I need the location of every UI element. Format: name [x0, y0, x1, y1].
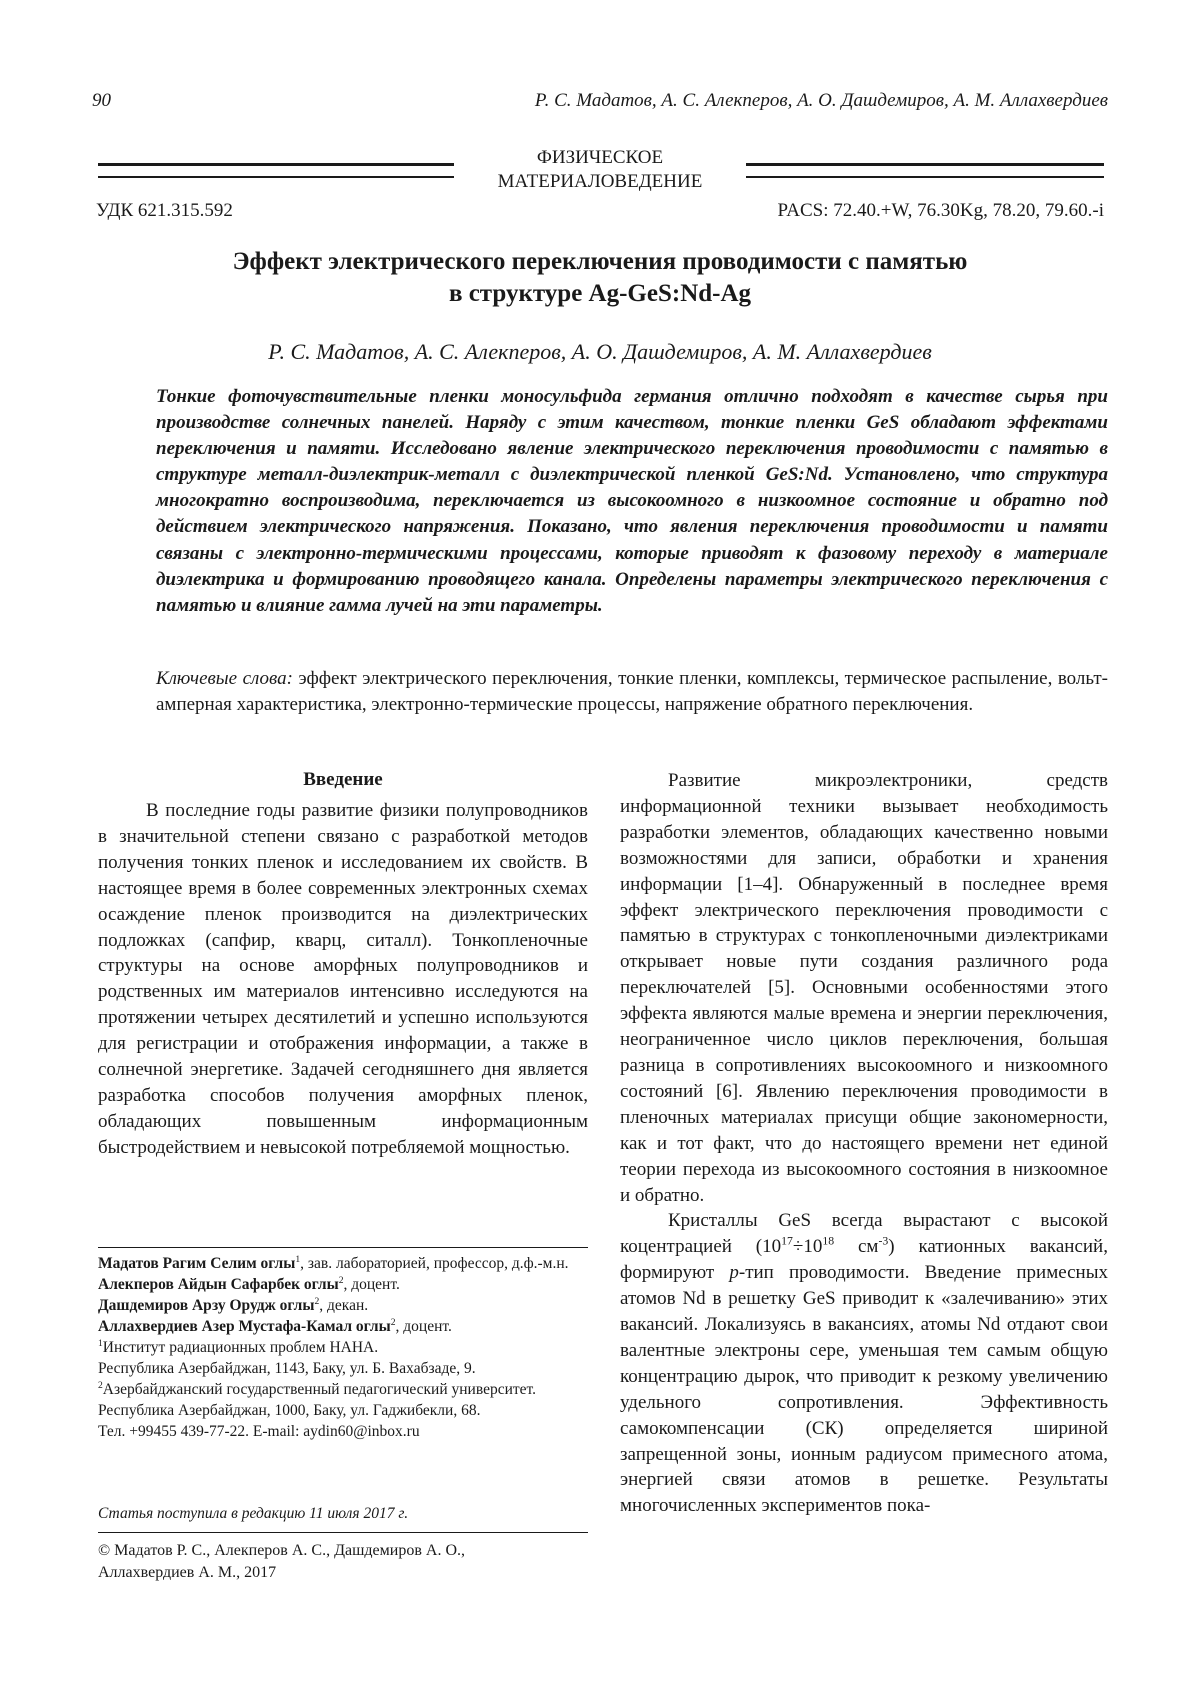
intro-heading: Введение: [303, 769, 383, 790]
section-rubric: [464, 146, 736, 194]
affiliation-2: [98, 1379, 588, 1400]
article-title: [120, 246, 1080, 310]
page-number: 90: [92, 90, 111, 111]
udk-code: УДК 621.315.592: [96, 200, 233, 221]
author-role: , зав. лабораторией, профессор, д.ф.-м.н.: [300, 1255, 569, 1272]
affiliation-2-address: Республика Азербайджан, 1000, Баку, ул. Гаджибекли, 68.: [98, 1402, 481, 1419]
author-role: , доцент.: [343, 1276, 400, 1293]
right-paragraph-1: Развитие микроэлектроники, средств информационной техники вызывает необходимость разработки элементов, обладающих качественно новыми возможностями для записи, обработки и хранения информации [1–4]. Обнаруженный в последнее время эффект электрического переключения проводимости с памятью в структурах с тонкопленочными диэлектриками открывает новые пути создания различного рода переключателей [5]. Основными особенностями этого эффекта являются малые времена и энергии переключения, неограниченное число циклов переключения, большая разница в сопротивлениях высокоомного и низкоомного состояний [6]. Явлению переключения проводимости в пленочных материалах присущи общие закономерности, как и тот факт, что до настоящего времени нет единой теории перехода из высокоомного состояния в низкоомное и обратно.: [620, 770, 1108, 1206]
rubric-line-2: МАТЕРИАЛОВЕДЕНИЕ: [497, 171, 703, 192]
left-column: [98, 768, 588, 1161]
author-name: Алекперов Айдын Сафарбек оглы: [98, 1276, 339, 1293]
copyright-rule: [98, 1532, 588, 1533]
title-line-2: в структуре Ag-GeS:Nd-Ag: [448, 280, 752, 307]
right-column: [620, 768, 1108, 1519]
affiliation-1: [98, 1337, 588, 1358]
affiliation-name: Институт радиационных проблем НАНА.: [102, 1339, 379, 1356]
author-role: , доцент.: [395, 1318, 452, 1335]
author-footnotes: [98, 1253, 588, 1442]
superscript: 2: [314, 1295, 320, 1307]
superscript: 1: [98, 1337, 103, 1349]
intro-paragraph-1: В последние годы развитие физики полупроводников в значительной степени связано с разработкой методов получения тонких пленок и исследованием их свойств. В настоящее время в более современных электронных схемах осаждение пленок производится на диэлектрических подложках (сапфир, кварц, ситалл). Тонкопленочные структуры на основе аморфных полупроводников и родственных им материалов интенсивно исследуются на протяжении четырех десятилетий и успешно используются для регистрации и отображения информации, а также в солнечной энергетике. Задачей сегодняшнего дня является разработка способов получения аморфных пленок, обладающих повышенным информационным быстродействием и невысокой потребляемой мощностью.: [98, 800, 588, 1158]
footnote-rule: [98, 1247, 588, 1248]
footnote-author-2: [98, 1274, 588, 1295]
contact-info: Тел. +99455 439-77-22. E-mail: aydin60@inbox.ru: [98, 1423, 420, 1440]
copyright-line-2: Аллахвердиев А. М., 2017: [98, 1564, 277, 1581]
italic-p: p: [729, 1262, 739, 1284]
text-run: см: [834, 1236, 879, 1258]
title-line-1: Эффект электрического переключения проводимости с памятью: [232, 248, 968, 275]
received-date: Статья поступила в редакцию 11 июля 2017 г.: [98, 1505, 409, 1522]
rubric-line-1: ФИЗИЧЕСКОЕ: [536, 147, 664, 168]
running-head-authors: Р. С. Мадатов, А. С. Алекперов, А. О. Дашдемиров, А. М. Аллахвердиев: [534, 90, 1108, 111]
keywords-label: Ключевые слова:: [156, 668, 293, 689]
author-name: Дашдемиров Арзу Орудж оглы: [98, 1297, 315, 1314]
copyright-line-1: © Мадатов Р. С., Алекперов А. С., Дашдемиров А. О.,: [98, 1542, 466, 1559]
text-run: Кристаллы GeS всегда вырастают с высокой коцентрацией (10: [620, 1210, 1108, 1258]
affiliation-1-address: Республика Азербайджан, 1143, Баку, ул. Б. Вахабзаде, 9.: [98, 1360, 476, 1377]
author-name: Мадатов Рагим Селим оглы: [98, 1255, 296, 1272]
text-run: ÷10: [792, 1236, 823, 1258]
superscript: 2: [390, 1316, 396, 1328]
right-paragraph-2: [620, 1208, 1108, 1519]
keywords: [156, 666, 1108, 718]
text-run: -тип проводимости. Введение примесных атомов Nd в решетку GeS приводит к «залечиванию» этих вакансий. Локализуясь в вакансиях, атомы Nd отдают свои валентные электроны сере, уменьшая тем самым общую концентрацию дырок, что приводит к резкому увеличению удельного сопротивления. Эффективность самокомпенсации (СК) определяется шириной запрещенной зоны, ионным радиусом примесного атома, энергией связи атомов в решетке. Результаты многочисленных экспериментов пока-: [620, 1262, 1108, 1517]
footnote-author-3: [98, 1295, 588, 1316]
text-run: ) катионных вакансий, формируют: [620, 1236, 1108, 1284]
keywords-text: эффект электрического переключения, тонкие пленки, комплексы, термическое распыление, вольт-амперная характеристика, электронно-термические процессы, напряжение обратного переключения.: [156, 668, 1108, 715]
article-authors: Р. С. Мадатов, А. С. Алекперов, А. О. Дашдемиров, А. М. Аллахвердиев: [268, 339, 932, 364]
rubric-rule-right: [746, 163, 1104, 178]
running-head: [92, 90, 1108, 116]
superscript: 1: [295, 1253, 301, 1265]
footnote-author-4: [98, 1316, 588, 1337]
superscript: 2: [98, 1379, 103, 1391]
copyright: [98, 1540, 588, 1584]
superscript: 17: [781, 1234, 793, 1248]
author-role: , декан.: [319, 1297, 369, 1314]
pacs-codes: PACS: 72.40.+W, 76.30Kg, 78.20, 79.60.-i: [777, 200, 1104, 221]
superscript: -3: [878, 1234, 889, 1248]
abstract: Тонкие фоточувствительные пленки моносульфида германия отлично подходят в качестве сырья при производстве солнечных панелей. Наряду с этим качеством, тонкие пленки GeS обладают эффектами переключения и памяти. Исследовано явление электрического переключения проводимости с памятью в структуре металл-диэлектрик-металл с диэлектрической пленкой GeS:Nd. Установлено, что структура многократно воспроизводима, переключается из высокоомного в низкоомное состояние и обратно под действием электрического напряжения. Показано, что явления переключения проводимости и памяти связаны с электронно-термическими процессами, которые приводят к фазовому переходу в материале диэлектрика и формированию проводящего канала. Определены параметры электрического переключения с памятью и влияние гамма лучей на эти параметры.: [156, 386, 1108, 616]
author-name: Аллахвердиев Азер Мустафа-Камал оглы: [98, 1318, 391, 1335]
superscript: 2: [338, 1274, 344, 1286]
superscript: 18: [822, 1234, 835, 1248]
affiliation-name: Азербайджанский государственный педагогический университет.: [102, 1381, 537, 1398]
footnote-author-1: [98, 1253, 588, 1274]
rubric-rule-left: [98, 163, 454, 178]
